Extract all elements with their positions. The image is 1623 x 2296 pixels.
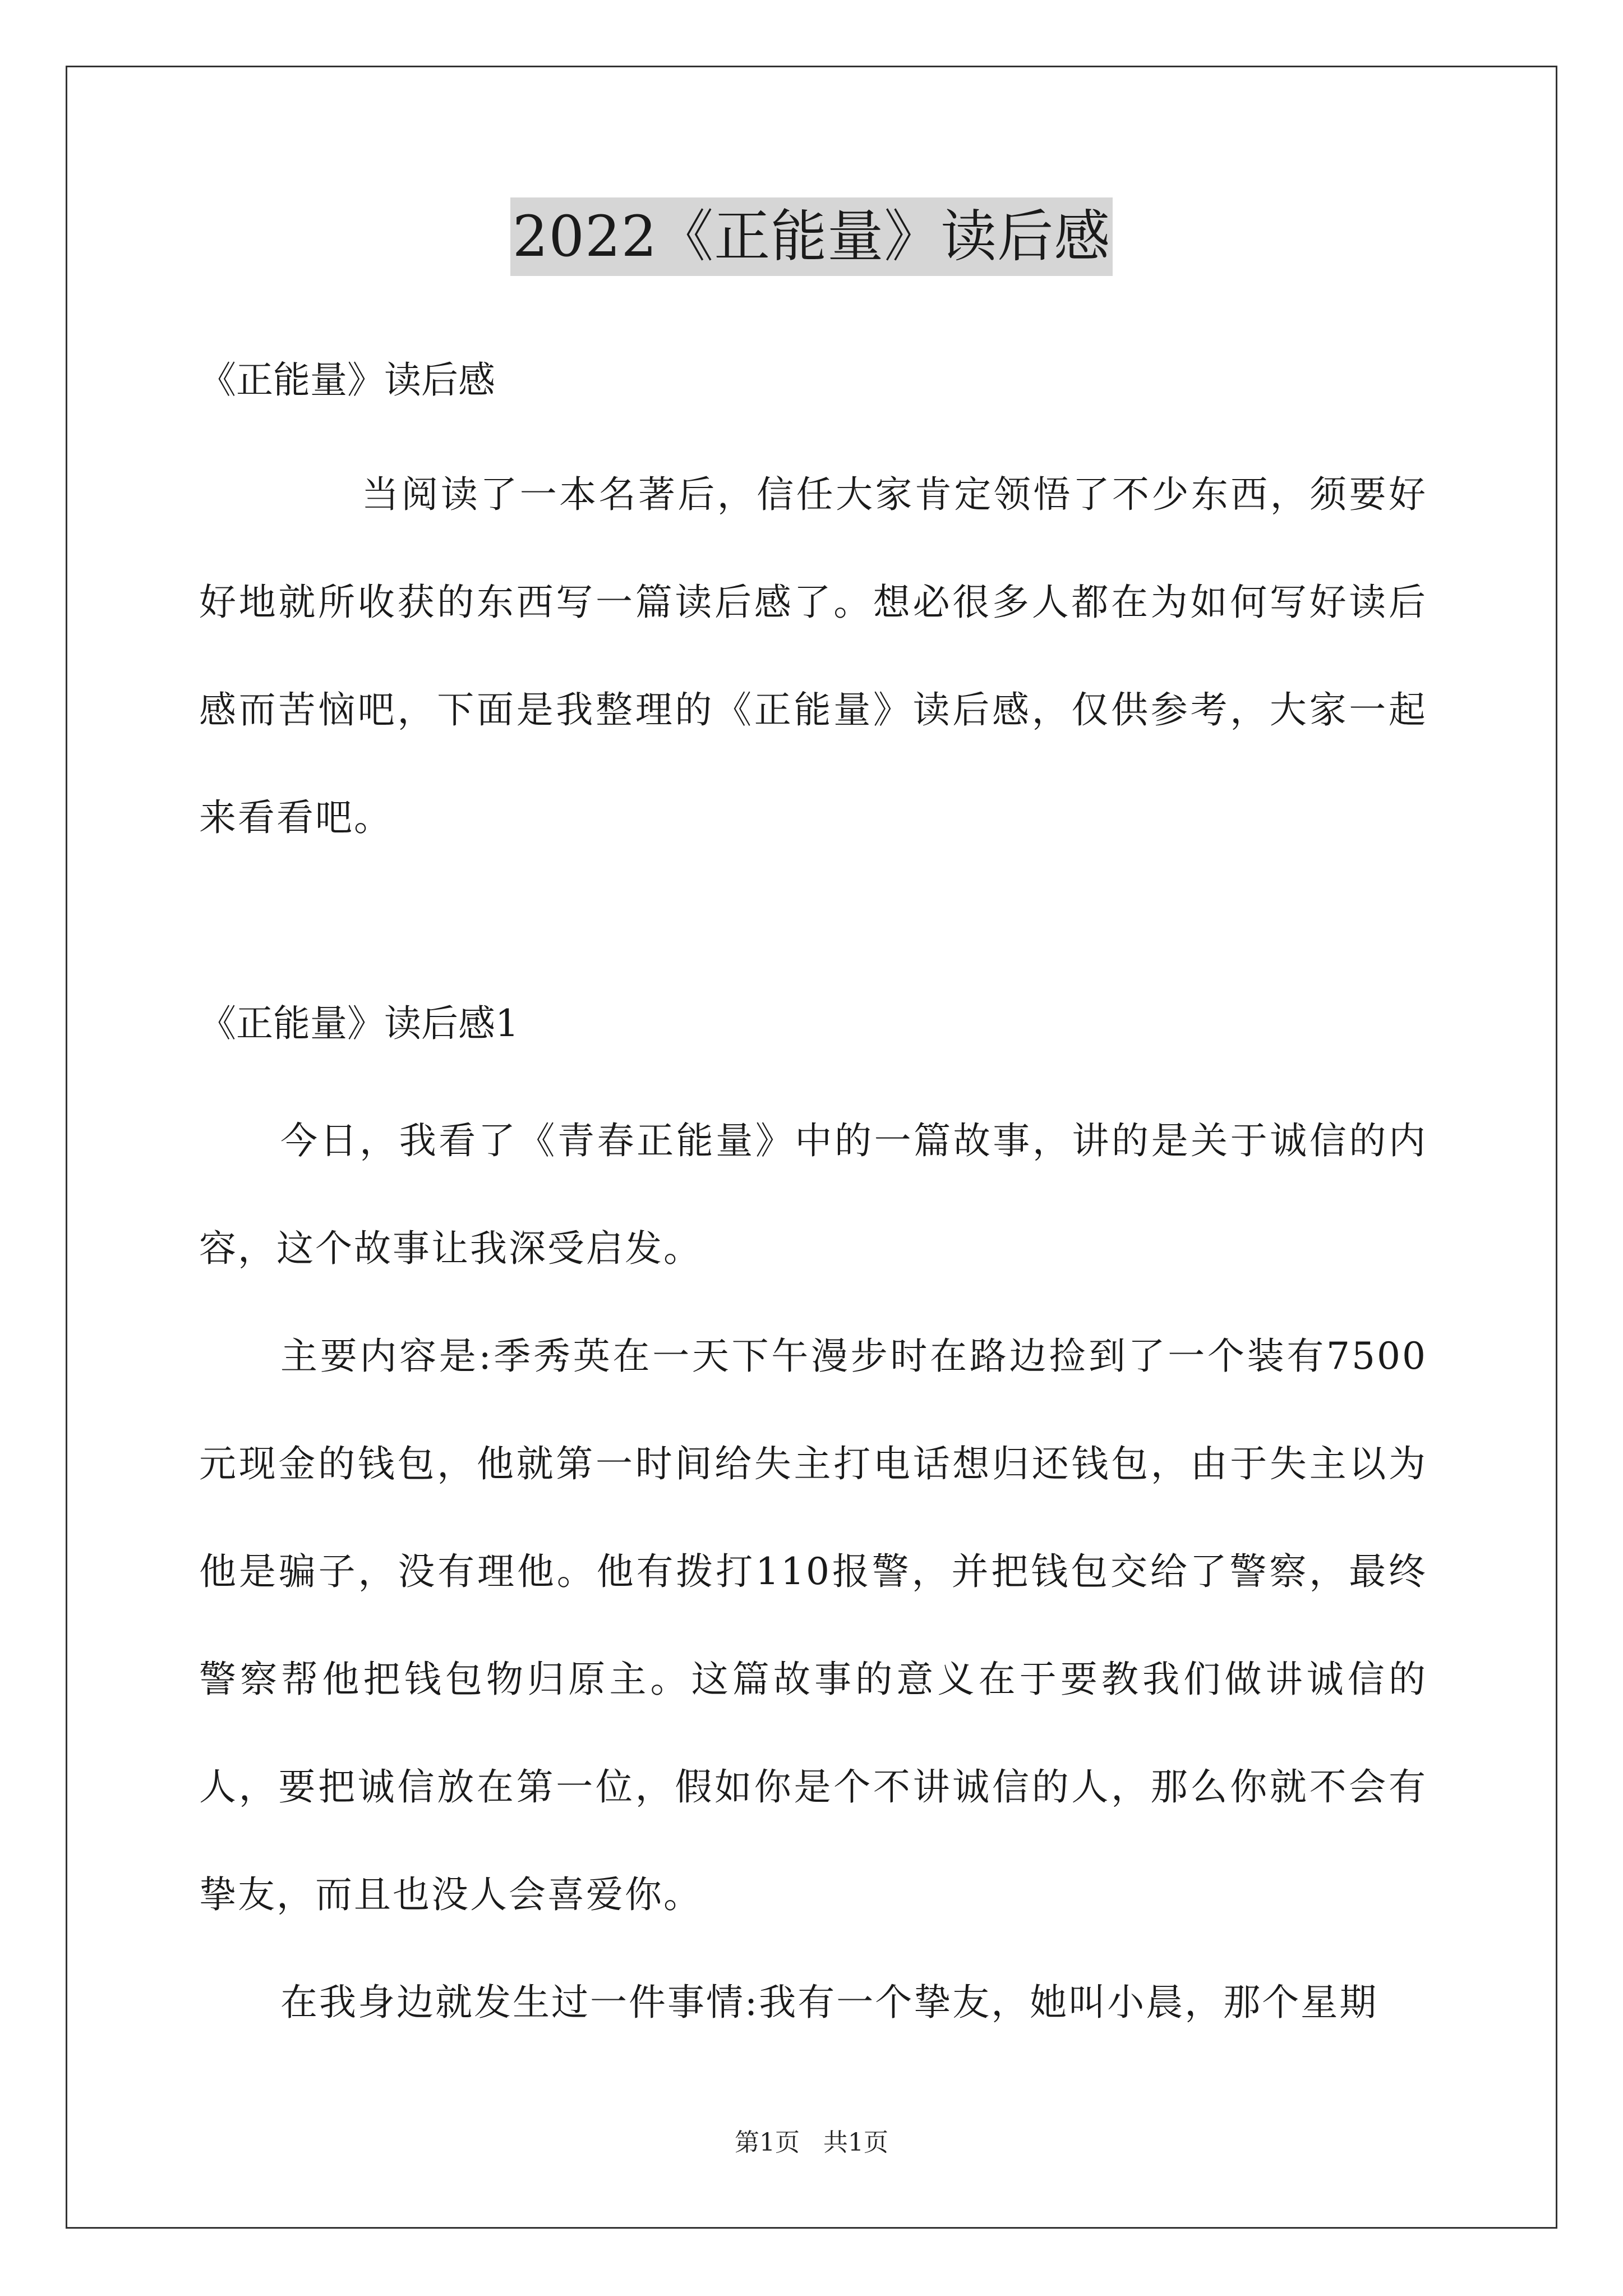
intro-heading: 《正能量》读后感 (199, 358, 495, 402)
page-footer (0, 2126, 1623, 2160)
body-paragraph-1: 今日，我看了《青春正能量》中的一篇故事，讲的是关于诚信的内容，这个故事让我深受启发。 (199, 1119, 1427, 1270)
page-number-info: 第1页 共1页 (735, 2128, 888, 2157)
title-container (0, 197, 1623, 276)
body-paragraph-3: 在我身边就发生过一件事情:我有一个挚友，她叫小晨，那个星期 (280, 1981, 1378, 2024)
body-paragraph-2: 主要内容是:季秀英在一天下午漫步时在路边捡到了一个装有7500元现金的钱包，他就第一时间给失主打电话想归还钱包，由于失主以为他是骗子，没有理他。他有拨打110报警，并把钱包交给了警察，最终警察帮他把钱包物归原主。这篇故事的意义在于要教我们做讲诚信的人，要把诚信放在第一位，假如你是个不讲诚信的人，那么你就不会有挚友，而且也没人会喜爱你。 (199, 1335, 1427, 1916)
section-heading: 《正能量》读后感1 (199, 1002, 519, 1045)
intro-paragraph: 当阅读了一本名著后，信任大家肯定领悟了不少东西，须要好好地就所收获的东西写一篇读后感了。想必很多人都在为如何写好读后感而苦恼吧，下面是我整理的《正能量》读后感，仅供参考，大家一起来看看吧。 (199, 473, 1427, 839)
document-title: 2022《正能量》读后感 (510, 197, 1113, 276)
